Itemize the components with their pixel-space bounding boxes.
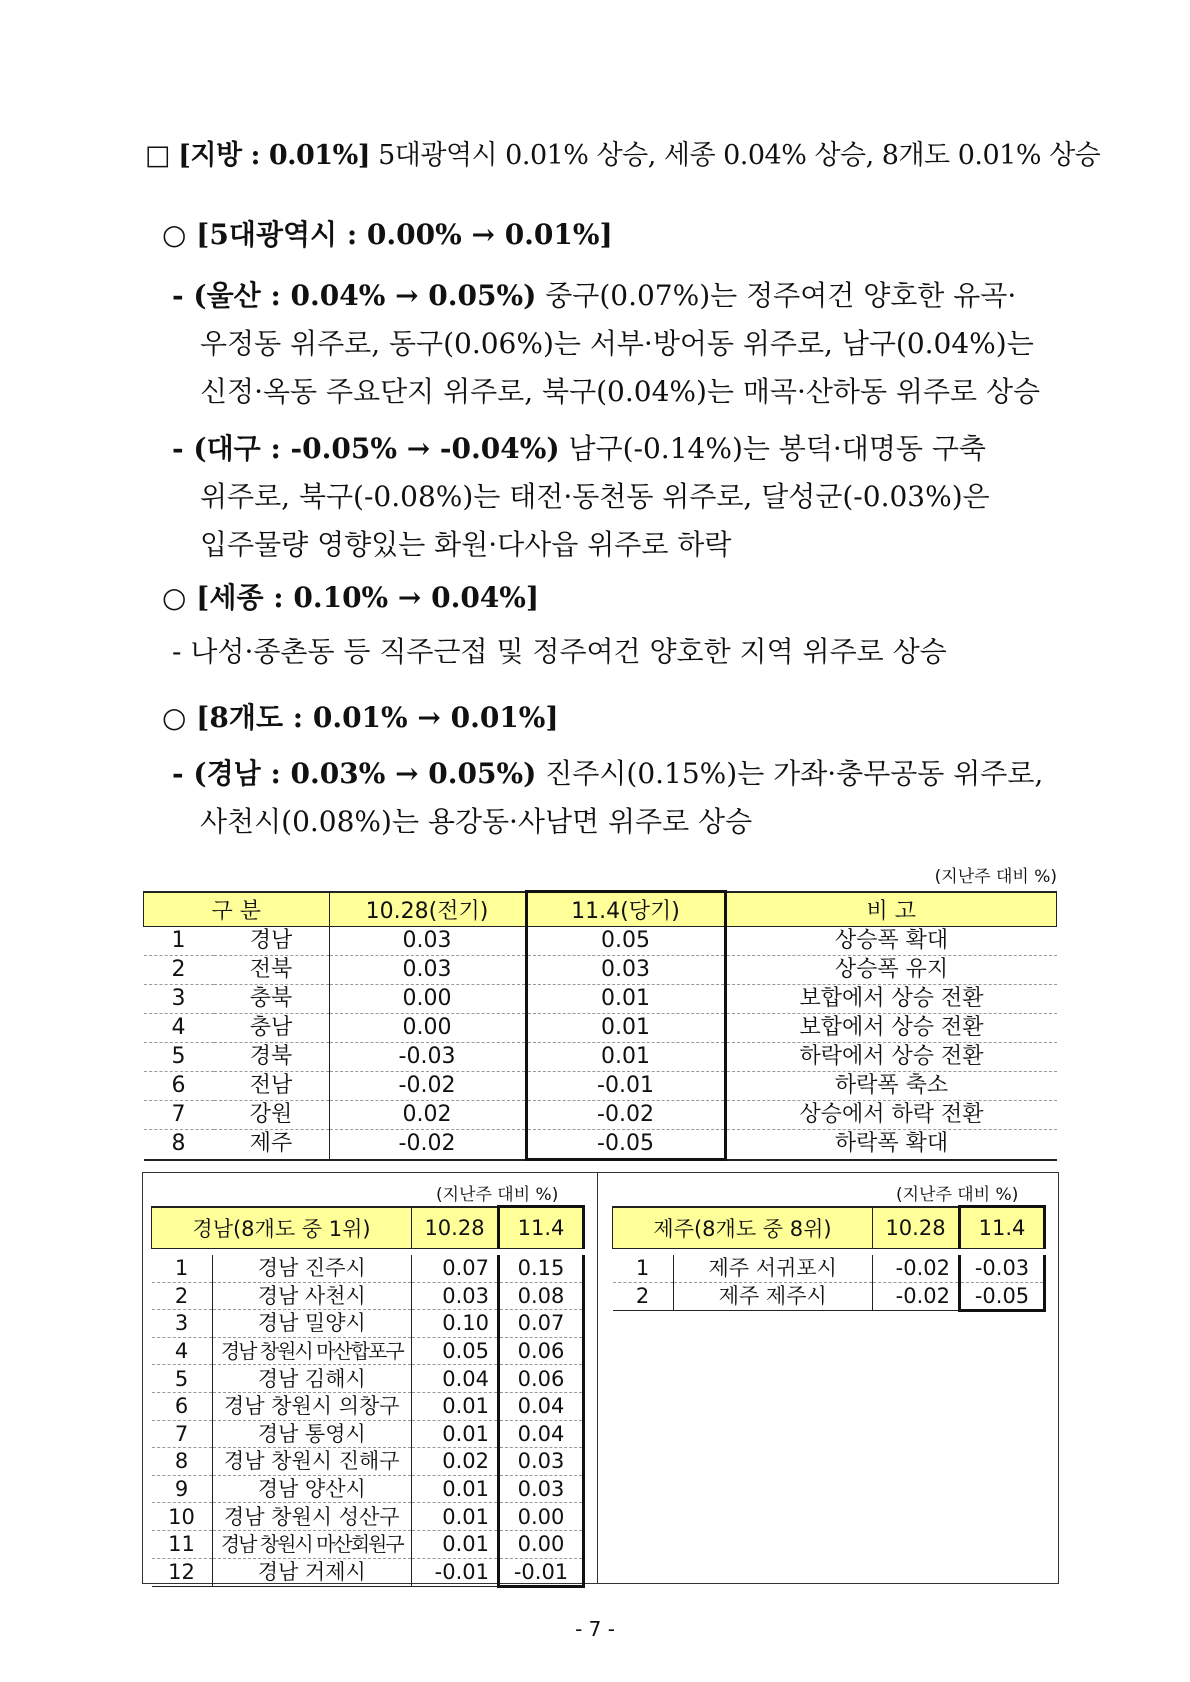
checkbox-square-icon: □ <box>145 140 171 171</box>
table-row <box>152 1530 584 1558</box>
row-cur-value: 0.01 <box>526 1014 725 1043</box>
table-row <box>144 956 1057 985</box>
table-row <box>144 1101 1057 1130</box>
row-index: 6 <box>152 1392 213 1420</box>
ulsan-line-3: 신정·옥동 주요단지 위주로, 북구(0.04%)는 매곡·산하동 위주로 상승 <box>200 375 1041 408</box>
table-row <box>144 985 1057 1014</box>
gyeongnam-line-1 <box>172 752 1043 792</box>
row-index: 7 <box>144 1101 214 1130</box>
table-row <box>144 1043 1057 1072</box>
row-index: 3 <box>144 985 214 1014</box>
row-index: 12 <box>152 1558 213 1587</box>
row-region: 경남 창원시 마산합포구 <box>212 1337 412 1365</box>
table-row <box>152 1503 584 1531</box>
row-cur-value: -0.05 <box>960 1282 1045 1311</box>
row-index: 2 <box>144 956 214 985</box>
row-prev-value: -0.01 <box>412 1558 499 1587</box>
left-table-unit: (지난주 대비 %) <box>436 1185 559 1205</box>
row-index: 1 <box>144 927 214 956</box>
row-prev-value: 0.03 <box>412 1282 499 1310</box>
row-note: 하락폭 확대 <box>725 1130 1057 1160</box>
row-prev-value: 0.01 <box>412 1420 499 1448</box>
table-row <box>144 1014 1057 1043</box>
row-index: 9 <box>152 1475 213 1503</box>
row-prev-value: 0.01 <box>412 1475 499 1503</box>
ulsan-line-1 <box>172 274 1016 314</box>
row-cur-value: -0.01 <box>526 1072 725 1101</box>
row-index: 5 <box>152 1365 213 1393</box>
row-region: 경남 창원시 진해구 <box>212 1448 412 1476</box>
row-prev-value: 0.01 <box>412 1503 499 1531</box>
row-prev-value: -0.02 <box>873 1282 960 1311</box>
row-region: 충남 <box>214 1014 330 1043</box>
row-cur-value: 0.07 <box>499 1310 584 1338</box>
right-header-cur: 11.4 <box>960 1207 1045 1249</box>
gyeongnam-text-1: 진주시(0.15%)는 가좌·충무공동 위주로, <box>536 757 1044 790</box>
daegu-line-2: 위주로, 북구(-0.08%)는 태전·동천동 위주로, 달성군(-0.03%)은 <box>200 480 990 513</box>
row-prev-value: 0.03 <box>329 927 526 956</box>
row-prev-value: 0.00 <box>329 1014 526 1043</box>
page-number: - 7 - <box>575 1617 615 1641</box>
header-prev: 10.28(전기) <box>329 892 526 927</box>
row-region: 경남 창원시 성산구 <box>212 1503 412 1531</box>
metro-title: ○ [5대광역시 : 0.00% → 0.01%] <box>162 218 613 251</box>
row-region: 경남 거제시 <box>212 1558 412 1587</box>
row-region: 경남 김해시 <box>212 1365 412 1393</box>
row-index: 4 <box>144 1014 214 1043</box>
row-prev-value: 0.01 <box>412 1530 499 1558</box>
row-note: 하락에서 상승 전환 <box>725 1043 1057 1072</box>
row-region: 경남 밀양시 <box>212 1310 412 1338</box>
left-header-cur: 11.4 <box>499 1207 584 1249</box>
table-row <box>144 927 1057 956</box>
right-table-unit: (지난주 대비 %) <box>896 1185 1019 1205</box>
row-cur-value: 0.01 <box>526 1043 725 1072</box>
heading-label: [지방 : 0.01%] <box>178 140 371 171</box>
table-row <box>152 1448 584 1476</box>
ulsan-label: - (울산 : 0.04% → 0.05%) <box>172 279 537 312</box>
row-region: 경남 통영시 <box>212 1420 412 1448</box>
left-header-prev: 10.28 <box>412 1207 499 1249</box>
row-prev-value: -0.02 <box>329 1072 526 1101</box>
daegu-label: - (대구 : -0.05% → -0.04%) <box>172 432 560 465</box>
row-index: 2 <box>613 1282 674 1311</box>
row-index: 7 <box>152 1420 213 1448</box>
ulsan-line-2: 우정동 위주로, 동구(0.06%)는 서부·방어동 위주로, 남구(0.04%)는 <box>200 327 1034 360</box>
row-index: 2 <box>152 1282 213 1310</box>
row-region: 제주 제주시 <box>673 1282 873 1311</box>
row-prev-value: 0.03 <box>329 956 526 985</box>
row-prev-value: 0.01 <box>412 1392 499 1420</box>
main-table-unit: (지난주 대비 %) <box>934 867 1057 887</box>
row-cur-value: 0.00 <box>499 1530 584 1558</box>
row-prev-value: 0.07 <box>412 1255 499 1282</box>
row-cur-value: 0.05 <box>526 927 725 956</box>
row-region: 경남 창원시 마산회원구 <box>212 1530 412 1558</box>
gyeongnam-line-2: 사천시(0.08%)는 용강동·사남면 위주로 상승 <box>200 805 753 838</box>
province-weekly-table <box>143 890 1057 1161</box>
row-note: 상승폭 유지 <box>725 956 1057 985</box>
row-region: 경남 창원시 의창구 <box>212 1392 412 1420</box>
table-row <box>152 1337 584 1365</box>
row-cur-value: 0.01 <box>526 985 725 1014</box>
row-index: 1 <box>152 1255 213 1282</box>
row-region: 전남 <box>214 1072 330 1101</box>
row-cur-value: 0.06 <box>499 1365 584 1393</box>
row-cur-value: -0.03 <box>960 1255 1045 1282</box>
row-prev-value: 0.00 <box>329 985 526 1014</box>
table-row <box>613 1282 1045 1311</box>
header-category: 구 분 <box>144 892 330 927</box>
row-region: 전북 <box>214 956 330 985</box>
row-cur-value: -0.02 <box>526 1101 725 1130</box>
gyeongnam-district-table <box>151 1205 585 1588</box>
table-row <box>144 1130 1057 1160</box>
row-note: 하락폭 축소 <box>725 1072 1057 1101</box>
row-index: 1 <box>613 1255 674 1282</box>
row-region: 강원 <box>214 1101 330 1130</box>
row-cur-value: 0.00 <box>499 1503 584 1531</box>
gyeongnam-label: - (경남 : 0.03% → 0.05%) <box>172 757 537 790</box>
row-index: 3 <box>152 1310 213 1338</box>
row-region: 제주 서귀포시 <box>673 1255 873 1282</box>
table-row <box>152 1282 584 1310</box>
row-region: 제주 <box>214 1130 330 1160</box>
heading-text: 5대광역시 0.01% 상승, 세종 0.04% 상승, 8개도 0.01% 상승 <box>370 140 1101 171</box>
daegu-line-3: 입주물량 영향있는 화원·다사읍 위주로 하락 <box>200 528 732 561</box>
table-row <box>152 1558 584 1587</box>
row-prev-value: -0.03 <box>329 1043 526 1072</box>
right-header-prev: 10.28 <box>873 1207 960 1249</box>
right-header-title: 제주(8개도 중 8위) <box>613 1207 873 1249</box>
row-prev-value: -0.02 <box>873 1255 960 1282</box>
left-header-title: 경남(8개도 중 1위) <box>152 1207 412 1249</box>
row-prev-value: 0.02 <box>329 1101 526 1130</box>
row-cur-value: 0.04 <box>499 1420 584 1448</box>
header-note: 비 고 <box>725 892 1057 927</box>
section-heading <box>145 133 1100 172</box>
daegu-line-1 <box>172 427 986 467</box>
ulsan-text-1: 중구(0.07%)는 정주여건 양호한 유곡· <box>536 279 1017 312</box>
row-prev-value: 0.10 <box>412 1310 499 1338</box>
row-cur-value: -0.01 <box>499 1558 584 1587</box>
jeju-district-table <box>612 1205 1046 1312</box>
row-note: 보합에서 상승 전환 <box>725 1014 1057 1043</box>
table-row <box>152 1392 584 1420</box>
row-region: 경남 진주시 <box>212 1255 412 1282</box>
table-row <box>152 1255 584 1282</box>
row-cur-value: 0.15 <box>499 1255 584 1282</box>
row-cur-value: 0.08 <box>499 1282 584 1310</box>
row-cur-value: 0.03 <box>499 1475 584 1503</box>
sub-tables-divider <box>597 1172 598 1584</box>
row-note: 상승폭 확대 <box>725 927 1057 956</box>
row-prev-value: 0.05 <box>412 1337 499 1365</box>
row-cur-value: 0.04 <box>499 1392 584 1420</box>
row-prev-value: -0.02 <box>329 1130 526 1160</box>
row-cur-value: -0.05 <box>526 1130 725 1160</box>
row-region: 경남 사천시 <box>212 1282 412 1310</box>
sejong-line: - 나성·종촌동 등 직주근접 및 정주여건 양호한 지역 위주로 상승 <box>172 635 947 668</box>
row-index: 6 <box>144 1072 214 1101</box>
row-region: 경남 <box>214 927 330 956</box>
sejong-title: ○ [세종 : 0.10% → 0.04%] <box>162 581 540 614</box>
row-index: 8 <box>144 1130 214 1160</box>
row-index: 5 <box>144 1043 214 1072</box>
table-row <box>152 1420 584 1448</box>
row-cur-value: 0.06 <box>499 1337 584 1365</box>
row-prev-value: 0.02 <box>412 1448 499 1476</box>
row-index: 10 <box>152 1503 213 1531</box>
row-index: 4 <box>152 1337 213 1365</box>
table-row <box>613 1255 1045 1282</box>
row-index: 11 <box>152 1530 213 1558</box>
row-cur-value: 0.03 <box>526 956 725 985</box>
row-index: 8 <box>152 1448 213 1476</box>
row-region: 경북 <box>214 1043 330 1072</box>
table-row <box>144 1072 1057 1101</box>
daegu-text-1: 남구(-0.14%)는 봉덕·대명동 구축 <box>559 432 986 465</box>
province-title: ○ [8개도 : 0.01% → 0.01%] <box>162 701 559 734</box>
table-row <box>152 1365 584 1393</box>
table-row <box>152 1310 584 1338</box>
row-note: 상승에서 하락 전환 <box>725 1101 1057 1130</box>
row-note: 보합에서 상승 전환 <box>725 985 1057 1014</box>
row-region: 충북 <box>214 985 330 1014</box>
header-cur: 11.4(당기) <box>526 892 725 927</box>
row-region: 경남 양산시 <box>212 1475 412 1503</box>
row-cur-value: 0.03 <box>499 1448 584 1476</box>
table-row <box>152 1475 584 1503</box>
row-prev-value: 0.04 <box>412 1365 499 1393</box>
